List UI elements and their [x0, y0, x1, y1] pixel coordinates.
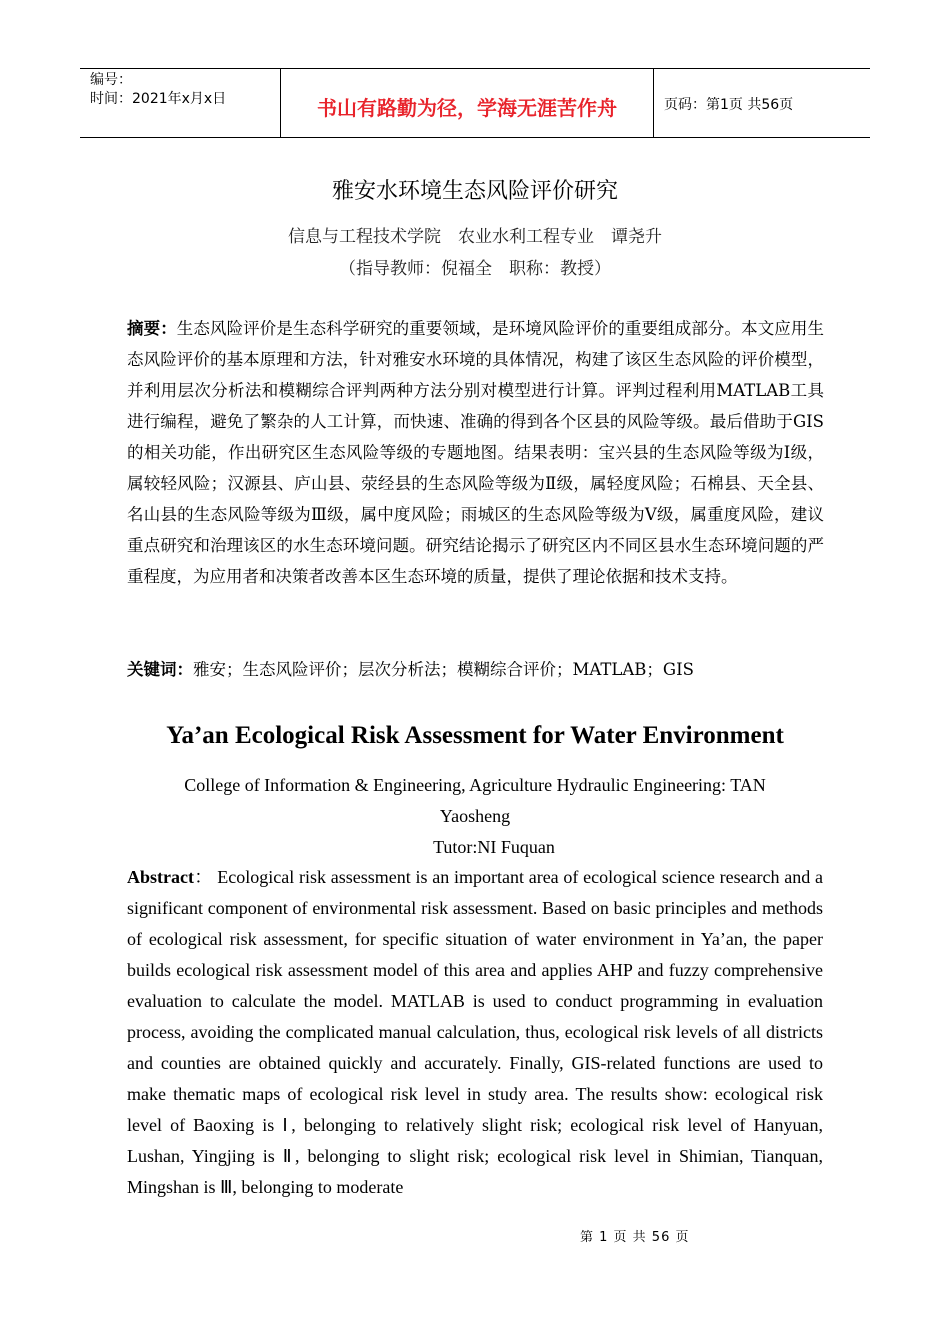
english-tutor-line: Tutor:NI Fuquan — [433, 837, 555, 857]
english-title: Ya’an Ecological Risk Assessment for Water Environment — [166, 722, 784, 749]
english-abstract — [127, 862, 823, 1203]
chinese-keywords — [127, 654, 824, 685]
chinese-keywords-label: 关键词： — [127, 660, 193, 679]
chinese-keywords-text: 雅安；生态风险评价；层次分析法；模糊综合评价；MATLAB；GIS — [193, 660, 694, 679]
english-abstract-text: Ecological risk assessment is an important area of ecological science research and a significant component of environmental risk assessment. Based on basic principles and methods of ecological risk assessment, for specific situation of water environment in Ya’an, the paper builds ecological risk assessment model of this area and applies AHP and fuzzy comprehensive evaluation to calculate the model. MATLAB is used to conduct programming in evaluation process, avoiding the complicated manual calculation, thus, ecological risk levels of all districts and counties are obtained quickly and accurately. Finally, GIS-related functions are used to make thematic maps of ecological risk level in study area. The results show: ecological risk level of Baoxing is Ⅰ, belonging to relatively slight risk; ecological risk level of Hanyuan, Lushan, Yingjing is Ⅱ, belonging to slight risk; ecological risk level in Shimian, Tianquan, Mingshan is Ⅲ, belonging to moderate — [127, 867, 824, 1197]
header-meta — [80, 69, 281, 137]
chinese-title: 雅安水环境生态风险评价研究 — [331, 179, 618, 204]
chinese-abstract-label: 摘要： — [127, 319, 177, 338]
english-author-line: College of Information & Engineering, Agriculture Hydraulic Engineering: TAN Yaosheng — [184, 775, 766, 826]
page-header — [80, 68, 870, 138]
number-label: 编号： — [90, 72, 132, 88]
english-abstract-separator: ： — [193, 867, 213, 887]
time-label: 时间：2021年x月x日 — [90, 91, 227, 107]
chinese-abstract — [127, 313, 824, 592]
chinese-tutor-line: （指导教师：倪福全 职称：教授） — [339, 259, 611, 279]
english-abstract-label: Abstract — [127, 867, 194, 887]
chinese-author-line: 信息与工程技术学院 农业水利工程专业 谭尧升 — [288, 227, 662, 247]
chinese-abstract-text: 生态风险评价是生态科学研究的重要领域，是环境风险评价的重要组成部分。本文应用生态风险评价的基本原理和方法，针对雅安水环境的具体情况，构建了该区生态风险的评价模型，并利用层次分析法和模糊综合评判两种方法分别对模型进行计算。评判过程利用MATLAB工具进行编程，避免了繁杂的人工计算，而快速、准确的得到各个区县的风险等级。最后借助于GIS的相关功能，作出研究区生态风险等级的专题地图。结果表明：宝兴县的生态风险等级为Ⅰ级，属较轻风险；汉源县、庐山县、荥经县的生态风险等级为Ⅱ级，属轻度风险；石棉县、天全县、名山县的生态风险等级为Ⅲ级，属中度风险；雨城区的生态风险等级为Ⅴ级，属重度风险，建议重点研究和治理该区的水生态环境问题。研究结论揭示了研究区内不同区县水生态环境问题的严重程度，为应用者和决策者改善本区生态环境的质量，提供了理论依据和技术支持。 — [127, 319, 825, 586]
page-footer: 第 1 页 共 56 页 — [580, 1230, 690, 1245]
header-page-info: 页码：第1页 共56页 — [664, 97, 794, 113]
header-motto: 书山有路勤为径，学海无涯苦作舟 — [281, 69, 654, 137]
